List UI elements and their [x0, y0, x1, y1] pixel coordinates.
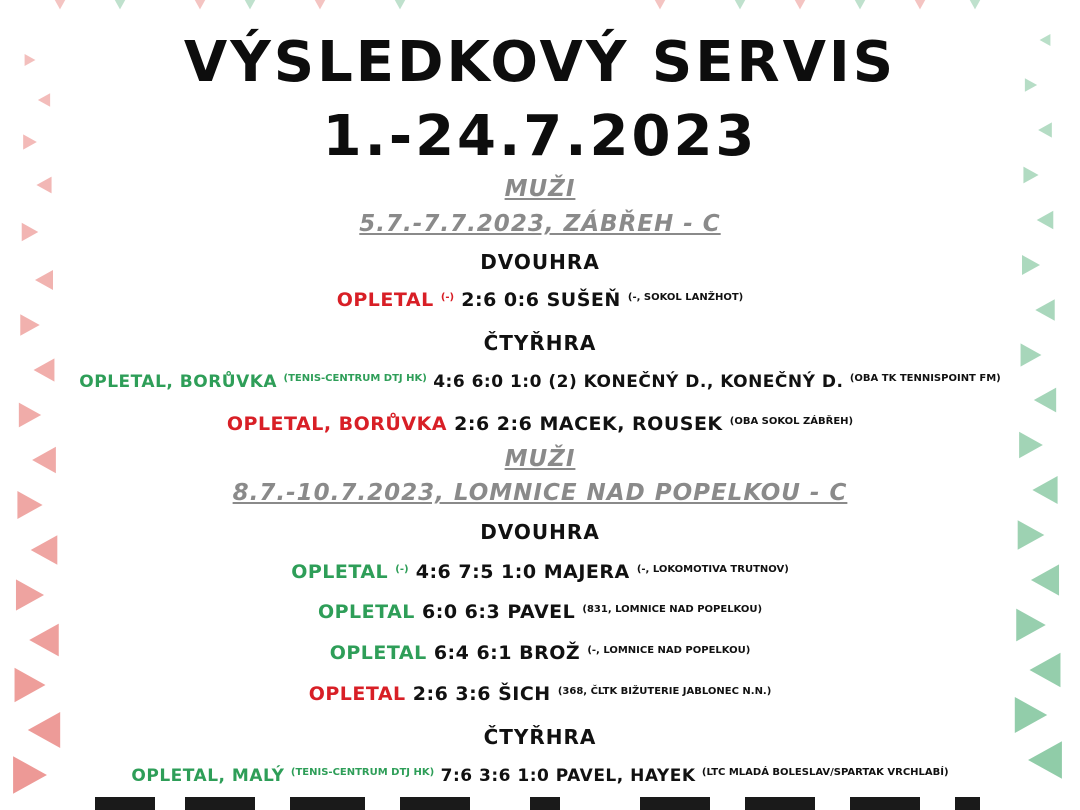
match-result-row [0, 413, 1080, 435]
triangle-ornament [969, 0, 981, 9]
match-result-row [0, 372, 1080, 392]
opponent-name: BROŽ [519, 642, 581, 664]
match-score: 4:6 6:0 1:0 (2) [433, 372, 578, 392]
match-score: 4:6 7:5 1:0 [415, 561, 537, 583]
match-result-row [0, 683, 1080, 705]
cropped-glyph [530, 797, 560, 810]
opponent-name: MAJERA [543, 561, 630, 583]
cropped-glyph [640, 797, 710, 810]
tournament-heading: 8.7.-10.7.2023, LOMNICE NAD POPELKOU - C [232, 480, 848, 506]
tournament-heading: 5.7.-7.7.2023, ZÁBŘEH - C [359, 211, 721, 237]
player-name: OPLETAL [317, 601, 415, 623]
cropped-glyph [745, 797, 815, 810]
triangle-ornament [654, 0, 666, 9]
match-result-row [0, 642, 1080, 664]
player-name: OPLETAL [291, 561, 389, 583]
triangle-ornament [54, 0, 66, 9]
triangle-ornament [914, 0, 926, 9]
group-label-doubles: ČTYŘHRA [483, 725, 597, 749]
triangle-ornament [314, 0, 326, 9]
player-name: OPLETAL [308, 683, 406, 705]
cropped-glyph [95, 797, 155, 810]
group-label-singles: DVOUHRA [480, 520, 600, 544]
section-heading: MUŽI [504, 446, 576, 472]
match-result-row [0, 766, 1080, 786]
cropped-glyph [850, 797, 920, 810]
opponent-name: PAVEL [507, 601, 576, 623]
triangle-ornament [394, 0, 406, 9]
player-note: (TENIS-CENTRUM DTJ HK) [290, 767, 435, 778]
triangle-ornament [854, 0, 866, 9]
triangle-ornament [194, 0, 206, 9]
opponent-note: (OBA SOKOL ZÁBŘEH) [729, 416, 854, 427]
match-score: 2:6 3:6 [412, 683, 491, 705]
match-score: 6:4 6:1 [433, 642, 513, 664]
cropped-glyph [185, 797, 255, 810]
opponent-name: PAVEL, HAYEK [555, 766, 696, 786]
section-heading: MUŽI [504, 176, 576, 202]
player-note: (-) [395, 564, 409, 575]
group-label-doubles: ČTYŘHRA [483, 331, 597, 355]
opponent-name: MACEK, ROUSEK [539, 413, 723, 435]
player-name: OPLETAL, BORŮVKA [226, 413, 447, 435]
cropped-heading-fragment [0, 797, 1080, 810]
triangle-ornament [114, 0, 126, 9]
match-result-row [0, 289, 1080, 311]
match-score: 2:6 0:6 [461, 289, 540, 311]
player-name: OPLETAL, BORŮVKA [79, 372, 278, 392]
date-range-title: 1.-24.7.2023 [322, 104, 758, 169]
group-label-singles: DVOUHRA [480, 250, 600, 274]
match-result-row [0, 601, 1080, 623]
player-name: OPLETAL [329, 642, 427, 664]
opponent-note: (831, LOMNICE NAD POPELKOU) [582, 604, 763, 615]
triangle-ornament [794, 0, 806, 9]
cropped-glyph [290, 797, 365, 810]
page-title: VÝSLEDKOVÝ SERVIS [183, 30, 897, 95]
cropped-glyph [400, 797, 470, 810]
player-name: OPLETAL, MALÝ [131, 766, 285, 786]
match-result-row [0, 561, 1080, 583]
opponent-name: KONEČNÝ D., KONEČNÝ D. [583, 372, 844, 392]
match-score: 6:0 6:3 [422, 601, 501, 623]
triangle-ornament [734, 0, 746, 9]
opponent-note: (-, LOMNICE NAD POPELKOU) [587, 645, 751, 656]
opponent-note: (LTC MLADÁ BOLESLAV/SPARTAK VRCHLABÍ) [701, 767, 949, 778]
opponent-note: (368, ČLTK BIŽUTERIE JABLONEC N.N.) [557, 686, 772, 697]
player-name: OPLETAL [336, 289, 434, 311]
match-score: 7:6 3:6 1:0 [440, 766, 550, 786]
match-score: 2:6 2:6 [454, 413, 533, 435]
opponent-name: ŠICH [498, 683, 551, 705]
cropped-glyph [955, 797, 980, 810]
opponent-note: (OBA TK TENNISPOINT FM) [849, 373, 1001, 384]
player-note: (TENIS-CENTRUM DTJ HK) [283, 373, 427, 384]
opponent-note: (-, LOKOMOTIVA TRUTNOV) [636, 564, 789, 575]
opponent-name: SUŠEŇ [546, 289, 621, 311]
triangle-ornament [244, 0, 256, 9]
opponent-note: (-, SOKOL LANŽHOT) [627, 292, 744, 303]
player-note: (-) [440, 292, 455, 303]
